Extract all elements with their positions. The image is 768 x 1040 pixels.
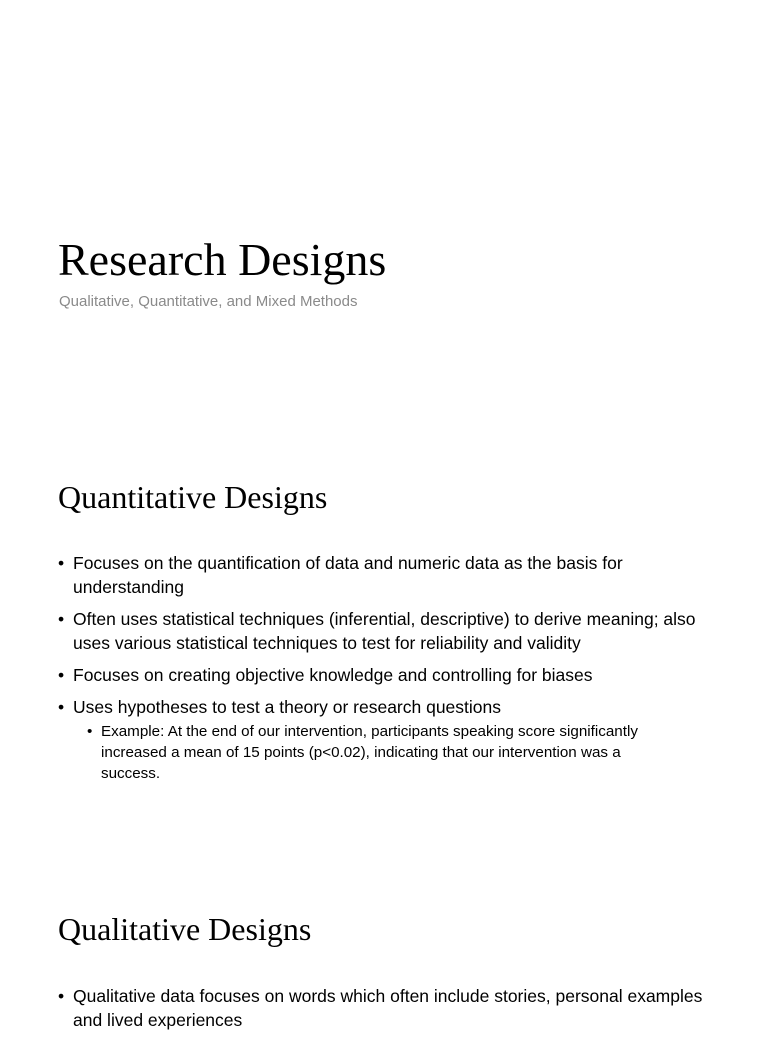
bullet-marker: •	[58, 609, 65, 629]
bullet-marker: •	[58, 697, 65, 717]
bullet-text: Focuses on creating objective knowledge and controlling for biases	[73, 665, 593, 685]
qualitative-bullet-list	[58, 984, 718, 1040]
bullet-text: Often uses statistical techniques (inferential, descriptive) to derive meaning; also uses various statistical techniques to test for reliability and validity	[73, 609, 696, 653]
sub-list-item	[87, 721, 681, 784]
presentation-title: Research Designs	[58, 234, 387, 285]
presentation-subtitle: Qualitative, Quantitative, and Mixed Methods	[59, 293, 358, 310]
bullet-text: Focuses on the quantification of data and numeric data as the basis for understanding	[73, 553, 623, 597]
quantitative-bullet-list	[58, 551, 718, 792]
sub-bullet-text: Example: At the end of our intervention, participants speaking score significantly increased a mean of 15 points (p<0.02), indicating that our intervention was a success.	[101, 723, 638, 782]
list-item	[58, 551, 718, 599]
bullet-text: Uses hypotheses to test a theory or research questions	[73, 697, 502, 717]
list-item	[58, 607, 718, 655]
list-item	[58, 663, 718, 687]
sub-bullet-marker: •	[87, 723, 93, 740]
list-item	[58, 695, 718, 784]
qualitative-title: Qualitative Designs	[58, 911, 312, 947]
list-item	[58, 984, 718, 1032]
quantitative-title: Quantitative Designs	[58, 479, 328, 515]
bullet-marker: •	[58, 986, 65, 1006]
bullet-marker: •	[58, 553, 65, 573]
bullet-text: Qualitative data focuses on words which often include stories, personal examples and lived experiences	[73, 986, 703, 1030]
bullet-marker: •	[58, 665, 65, 685]
sub-bullet-list	[73, 721, 718, 784]
